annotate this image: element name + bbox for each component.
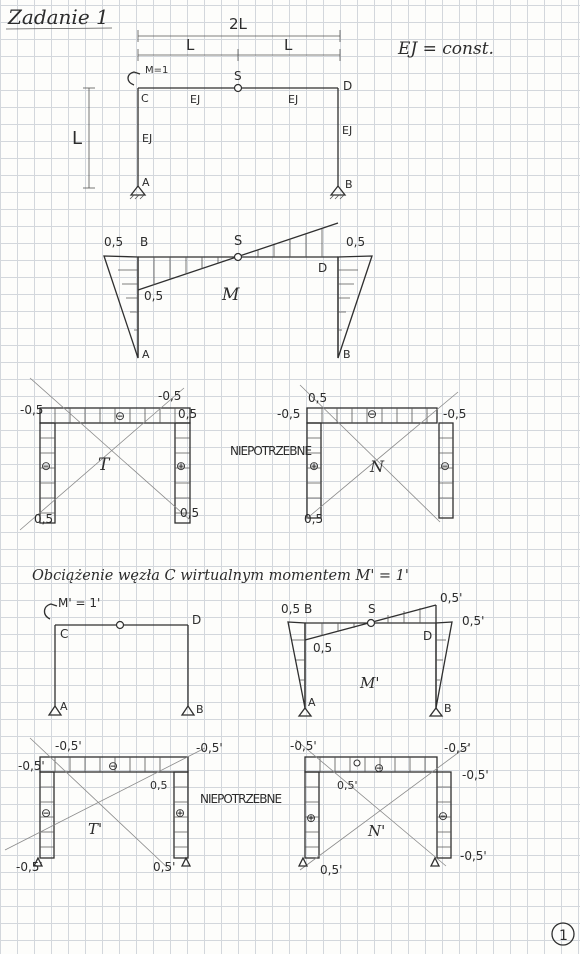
shear-val-top: -0,5 [158, 389, 182, 403]
ej-beam-left: EJ [190, 93, 201, 106]
virtual-m-node-B: B [444, 702, 452, 715]
page-number: 1 [559, 928, 568, 944]
virtual-shear-diagram-crossed [5, 738, 223, 874]
moment-load-arrow-icon [128, 72, 140, 85]
virtual-t-val-mid: 0,5 [150, 779, 168, 792]
virtual-t-val-bottom-right: 0,5' [153, 860, 176, 874]
virtual-n-label: N' [368, 822, 386, 840]
normal-val-left: -0,5 [277, 407, 301, 421]
virtual-moment-label: M' = 1' [58, 596, 101, 610]
virtual-n-sign-right: ⊖ [438, 809, 449, 823]
moment-val-top-right: 0,5 [346, 235, 366, 249]
shear-diagram-crossed [20, 378, 199, 530]
moment-val-mid: 0,5 [144, 289, 164, 303]
normal-cross-line-2 [305, 392, 458, 520]
virtual-moment-arrow-icon [44, 604, 57, 619]
normal-val-bottom: 0,5 [304, 512, 324, 526]
virtual-t-val-top: -0,5' [55, 739, 82, 753]
moment-right-column-fill [338, 256, 372, 358]
moment-left-column-fill [104, 256, 138, 358]
virtual-m-val-right: 0,5' [462, 614, 485, 628]
shear-val-right-top: 0,5 [178, 407, 198, 421]
node-S-label: S [234, 69, 242, 83]
normal-sign-left: ⊕ [309, 459, 320, 473]
virtual-t-val-right: -0,5' [196, 741, 223, 755]
virtual-scheme-frame [44, 596, 203, 716]
normal-val-top-left: 0,5 [308, 391, 328, 405]
virtual-m-node-D: D [423, 629, 433, 643]
virtual-node-A: A [60, 700, 68, 713]
virtual-t-sign-beam: ⊖ [108, 759, 119, 773]
dim-2L-label: 2L [229, 15, 247, 33]
moment-diagram [104, 223, 372, 361]
virtual-t-sign-left: ⊖ [41, 806, 52, 820]
virtual-m-val-mid: 0,5 [313, 641, 333, 655]
page-title: Zadanie 1 [8, 5, 109, 29]
ej-col-right: EJ [342, 124, 353, 137]
unneeded-stamp-1: NIEPOTRZEBNE [230, 444, 312, 458]
dim-L-left-label: L [186, 36, 195, 54]
shear-sign-right: ⊕ [176, 459, 187, 473]
virtual-m-node-S: S [368, 602, 376, 616]
shear-label: T [98, 455, 110, 475]
normal-val-right: -0,5 [443, 407, 467, 421]
virtual-t-val-bottom-left: -0,5' [16, 860, 43, 874]
moment-node-B: B [343, 348, 351, 361]
moment-node-S: S [234, 234, 243, 249]
virtual-m-support-A-icon [299, 708, 311, 716]
virtual-normal-diagram-crossed [290, 739, 489, 877]
virtual-n-val-mid: 0,5' [337, 779, 358, 792]
stiffness-note: EJ = const. [398, 39, 494, 59]
moment-load-label: M=1 [145, 65, 169, 76]
virtual-moment-diagram [281, 591, 484, 716]
shear-val-bottom-right: 0,5 [180, 506, 200, 520]
moment-node-D: D [318, 261, 328, 275]
virtual-n-sign-left: ⊕ [306, 811, 317, 825]
ej-beam-right: EJ [288, 93, 299, 106]
support-B-icon [331, 186, 345, 195]
virtual-n-val-bottom: 0,5' [320, 863, 343, 877]
normal-sign-beam: ⊖ [367, 407, 378, 421]
scheme-frame [72, 15, 494, 199]
virtual-node-C: C [60, 627, 69, 641]
shear-sign-left: ⊖ [41, 459, 52, 473]
virtual-n-val-top: -0,5' [290, 739, 317, 753]
moment-val-top-left: 0,5 [104, 235, 124, 249]
moment-label: M [222, 285, 240, 305]
virtual-n-val-right-top: -0,5' [444, 741, 471, 755]
virtual-load-heading: Obciążenie węzła C wirtualnym momentem M' = 1' [32, 568, 409, 584]
virtual-m-node-label: B [304, 602, 313, 616]
node-A-label: A [142, 176, 150, 189]
virtual-node-D: D [192, 613, 202, 627]
ej-col-left: EJ [142, 132, 153, 145]
shear-val-bottom-left: 0,5 [34, 512, 54, 526]
virtual-support-B-icon [182, 706, 194, 715]
shear-val-left: -0,5 [20, 403, 44, 417]
virtual-m-node-A: A [308, 696, 316, 709]
virtual-m-val-left: 0,5 [281, 602, 301, 616]
virtual-m-label: M' [360, 674, 380, 692]
virtual-m-support-B-icon [430, 708, 442, 716]
dim-height-label: L [72, 128, 83, 149]
virtual-t-val-left: -0,5' [18, 759, 45, 773]
virtual-node-B: B [196, 703, 204, 716]
moment-node-A: A [142, 348, 150, 361]
normal-label: N [370, 457, 384, 476]
hinge-S [235, 85, 242, 92]
node-C-label: C [141, 92, 149, 105]
moment-node-label: B [140, 235, 149, 249]
normal-sign-right: ⊖ [440, 459, 451, 473]
node-D-label: D [343, 79, 353, 93]
virtual-n-val-right: -0,5' [462, 768, 489, 782]
shear-sign-beam: ⊖ [115, 409, 126, 423]
virtual-m-val-top-right: 0,5' [440, 591, 463, 605]
unneeded-stamp-2: NIEPOTRZEBNE [200, 792, 282, 806]
virtual-n-sign-beam: ⊖ [374, 761, 385, 775]
node-B-label: B [345, 178, 353, 191]
virtual-n-val-bottom-right: -0,5' [460, 849, 487, 863]
virtual-t-label: T' [88, 820, 103, 838]
dim-L-right-label: L [284, 36, 293, 54]
virtual-t-sign-right: ⊕ [175, 806, 186, 820]
